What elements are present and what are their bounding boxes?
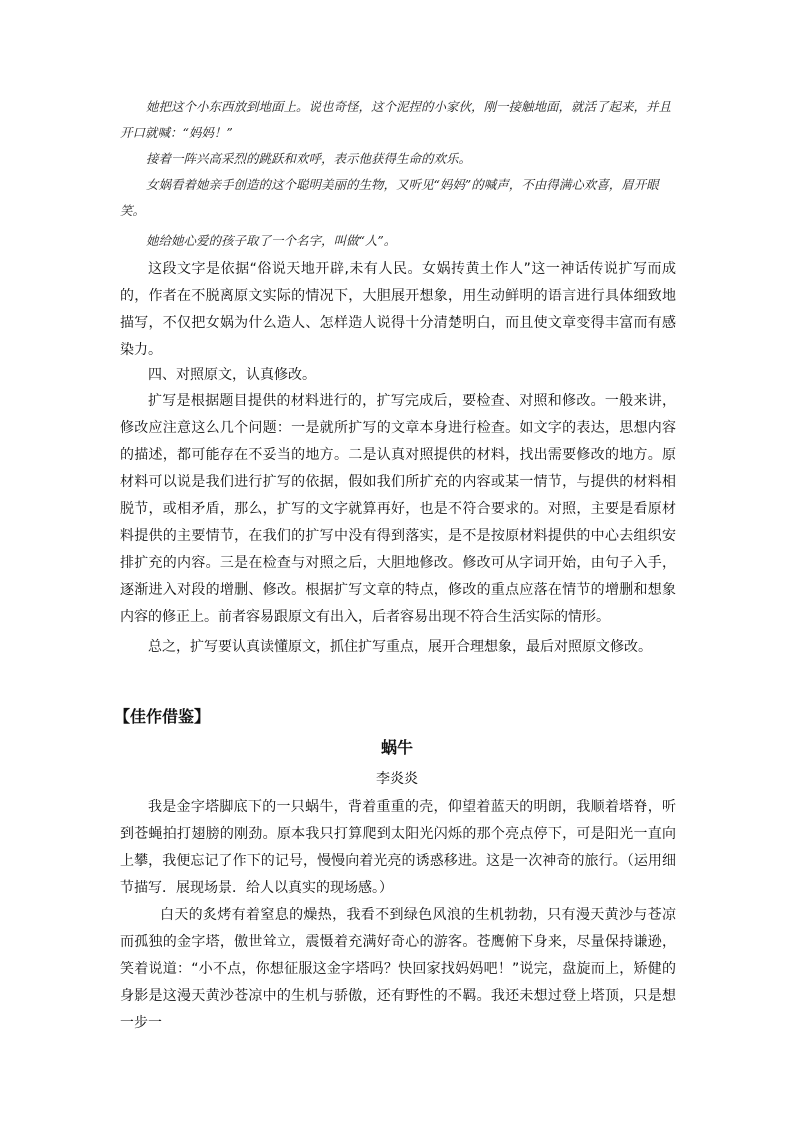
article-author: 李炎炎: [376, 771, 418, 787]
article-paragraph-2: 白天的炙烤有着窒息的燥热，我看不到绿色风浪的生机勃勃，只有漫天黄沙与苍凉而孤独的金字塔，傲世耸立，震慑着充满好奇心的游客。苍鹰俯下身来，尽量保持谦逊，笑着说道：“小不点，你想征服这金字塔吗？快回家找妈妈吧！”说完，盘旋而上，矫健的身影是这漫天黄沙苍凉中的生机与骄傲，还有野性的不羁。我还未想过登上塔顶，只是想一步一: [120, 907, 676, 1031]
analysis-paragraph: 这段文字是依据“俗说天地开辟,未有人民。女娲抟黄土作人”这一神话传说扩写而成的，作者在不脱离原文实际的情况下，大胆展开想象，用生动鲜明的语言进行具体细致地描写，不仅把女娲为什么造人、怎样造人说得十分清楚明白，而且使文章变得丰富而有感染力。: [120, 261, 676, 358]
section-four-heading: 四、对照原文，认真修改。: [148, 367, 316, 383]
section-four-body: 扩写是根据题目提供的材料进行的，扩写完成后，要检查、对照和修改。一般来讲，修改应注意这么几个问题：一是就所扩写的文章本身进行检查。如文字的表达，思想内容的描述，都可能存在不妥当的地方。二是认真对照提供的材料，找出需要修改的地方。原材料可以说是我们进行扩写的依据，假如我们所扩充的内容或某一情节，与提供的材料相脱节，或相矛盾，那么，扩写的文字就算再好，也是不符合要求的。对照，主要是看原材料提供的主要情节，在我们的扩写中没有得到落实，是不是按原材料提供的中心去组织安排扩充的内容。三是在检查与对照之后，大胆地修改。修改可从字词开始，由句子入手，逐渐进入对段的增删、修改。根据扩写文章的特点，修改的重点应落在情节的增删和想象内容的修正上。前者容易跟原文有出入，后者容易出现不符合生活实际的情形。: [120, 393, 676, 625]
article-title: 蜗牛: [380, 738, 413, 757]
quote-paragraph-3: 女娲看着她亲手创造的这个聪明美丽的生物，又听见“妈妈”的喊声，不由得满心欢喜，眉开眼笑。: [120, 177, 659, 218]
quote-paragraph-4: 她给她心爱的孩子取了一个名字，叫做“人”。: [146, 233, 397, 248]
showcase-section-title: 【佳作借鉴】: [114, 707, 211, 726]
article-paragraph-1: 我是金字塔脚底下的一只蜗牛，背着重重的壳，仰望着蓝天的明朗，我顺着塔脊，听到苍蝇拍打翅膀的刚劲。原本我只打算爬到太阳光闪烁的那个亮点停下，可是阳光一直向上攀，我便忘记了作下的记号，慢慢向着光亮的诱惑移进。这是一次神奇的旅行。（运用细节描写．展现场景．给人以真实的现场感。）: [120, 799, 676, 896]
quote-paragraph-2: 接着一阵兴高采烈的跳跃和欢呼，表示他获得生命的欢乐。: [146, 151, 472, 166]
quote-paragraph-1: 她把这个小东西放到地面上。说也奇怪，这个泥捏的小家伙，刚一接触地面，就活了起来，并且开口就喊：“妈妈！”: [120, 99, 672, 140]
section-four-summary: 总之，扩写要认真读懂原文，抓住扩写重点，展开合理想象，最后对照原文修改。: [148, 639, 652, 655]
